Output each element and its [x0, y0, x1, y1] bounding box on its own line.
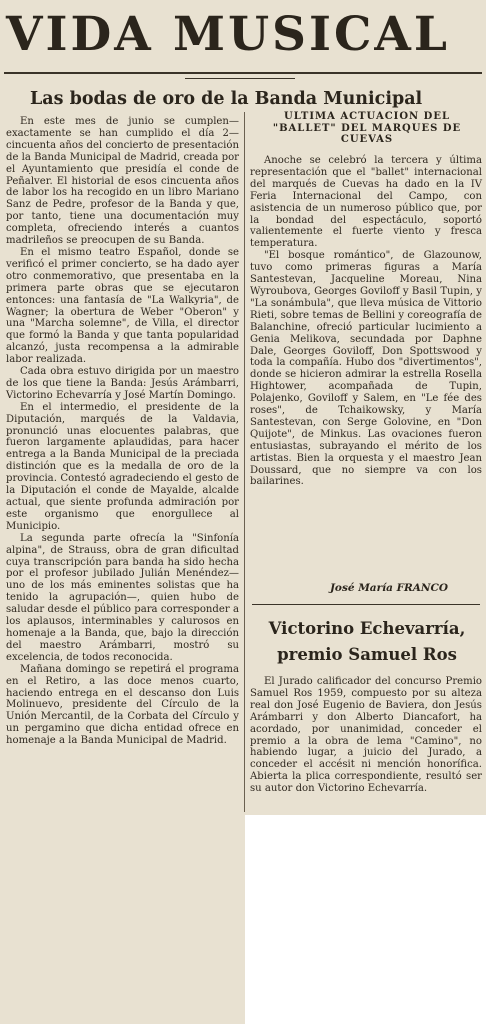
- masthead-rule-thick: [4, 72, 482, 74]
- section-rule: [252, 604, 480, 605]
- column-divider: [244, 112, 245, 812]
- article-paragraph: El Jurado calificador del concurso Premio Samuel Ros 1959, compuesto por su alteza real don José Eugenio de Baviera, don Jesús Arámbarri y don Alberto Diancafort, ha acordado, por unanimidad, conceder el premio a la obra de lema "Camino", no habiendo lugar, a juicio del Jurado, a conceder el accésit ni mención honorífica. Abierta la plica correspondiente, resultó ser su autor don Victorino Echevarría.: [250, 676, 482, 795]
- article-paragraph: En el intermedio, el presidente de la Diputación, marqués de la Valdavia, pronunció unas elocuentes palabras, que fueron largamente aplaudidas, para hacer entrega a la Banda Municipal de la preciada distinción que es la medalla de oro de la provincia. Contestó agradeciendo el gesto de la Diputación el conde de Mayalde, alcalde actual, que siente profunda admiración por este organismo que enorgullece al Municipio.: [6, 401, 239, 532]
- author-signature: José María FRANCO: [329, 582, 449, 594]
- award-column: [250, 676, 482, 795]
- second-headline: Victorino Echevarría, premio Samuel Ros: [268, 619, 466, 664]
- left-column: [6, 116, 239, 747]
- article-paragraph: La segunda parte ofrecía la "Sinfonía alpina", de Strauss, obra de gran dificultad cuya transcripción para banda ha sido hecha por el profesor jubilado Julián Menéndez—uno de los más eminentes solistas que ha tenido la agrupación—, quien hubo de saludar desde el público para corresponder a los aplausos, interminables y calurosos en homenaje a la Banda, que, bajo la dirección del maestro Arámbarri, mostró su excelencia, de todos reconocida.: [6, 532, 239, 663]
- article-paragraph: "El bosque romántico", de Glazounow, tuvo como primeras figuras a María Santestevan, Jacqueline Moreau, Nina Wyroubova, Georges Goviloff y Basil Tupin, y "La sonámbula", que lleva música de Vittorio Rieti, sobre temas de Bellini y coreografía de Balanchine, ofreció particular lucimiento a Genia Melikova, secundada por Daphne Dale, Georges Goviloff, Don Spottswood y toda la compañía. Hubo dos "divertimentos", donde se hicieron admirar la estrella Rosella Hightower, acompañada de Tupin, Polajenko, Goviloff y Salem, en "Le fée des roses", de Tchaikowsky, y María Santestevan, con Serge Golovine, en "Don Quijote", de Minkus. Las ovaciones fueron entusiastas, subrayando el mérito de los artistas. Bien la orquesta y el maestro Jean Doussard, que no siempre va con los bailarines.: [250, 250, 482, 488]
- article-paragraph: Mañana domingo se repetirá el programa en el Retiro, a las doce menos cuarto, haciendo entrega en el descanso don Luis Molinuevo, presidente del Círculo de la Unión Mercantil, de la Corbata del Círculo y un pergamino que dicha entidad ofrece en homenaje a la Banda Municipal de Madrid.: [6, 663, 239, 747]
- section-masthead: VIDA MUSICAL: [6, 7, 450, 62]
- masthead-rule-short: [185, 78, 295, 79]
- right-column: [250, 155, 482, 488]
- article-paragraph: Anoche se celebró la tercera y última representación que el "ballet" internacional del marqués de Cuevas ha dado en la IV Feria Internacional del Campo, con asistencia de un numeroso público que, por la bondad del espectáculo, soportó valientemente el fuerte viento y fresca temperatura.: [250, 155, 482, 250]
- article-paragraph: Cada obra estuvo dirigida por un maestro de los que tiene la Banda: Jesús Arámbarri, Victorino Echevarría y José Martín Domingo.: [6, 366, 239, 401]
- main-headline: Las bodas de oro de la Banda Municipal: [30, 89, 423, 109]
- article-paragraph: En el mismo teatro Español, donde se verificó el primer concierto, se ha dado ayer otro conmemorativo, que presentaba en la primera parte obras que se ejecutaron entonces: una fantasía de "La Walkyria", de Wagner; la obertura de Weber "Oberon" y una "Marcha solemne", de Villa, el director que formó la Banda y que tanta popularidad alcanzó, justa recompensa a la admirable labor realizada.: [6, 246, 239, 366]
- article-paragraph: En este mes de junio se cumplen—exactamente se han cumplido el día 2—cincuenta años del concierto de presentación de la Banda Municipal de Madrid, creada por el Ayuntamiento que presidía el conde de Peñalver. El historial de esos cincuenta años de labor los ha recogido en un libro Mariano Sanz de Pedre, profesor de la Banda y que, por tanto, tiene una documentación muy completa, ofreciendo interés a cuantos madrileños se preocupen de su Banda.: [6, 116, 239, 247]
- ballet-subhead: ULTIMA ACTUACION DEL "BALLET" DEL MARQUES DE CUEVAS: [272, 111, 462, 145]
